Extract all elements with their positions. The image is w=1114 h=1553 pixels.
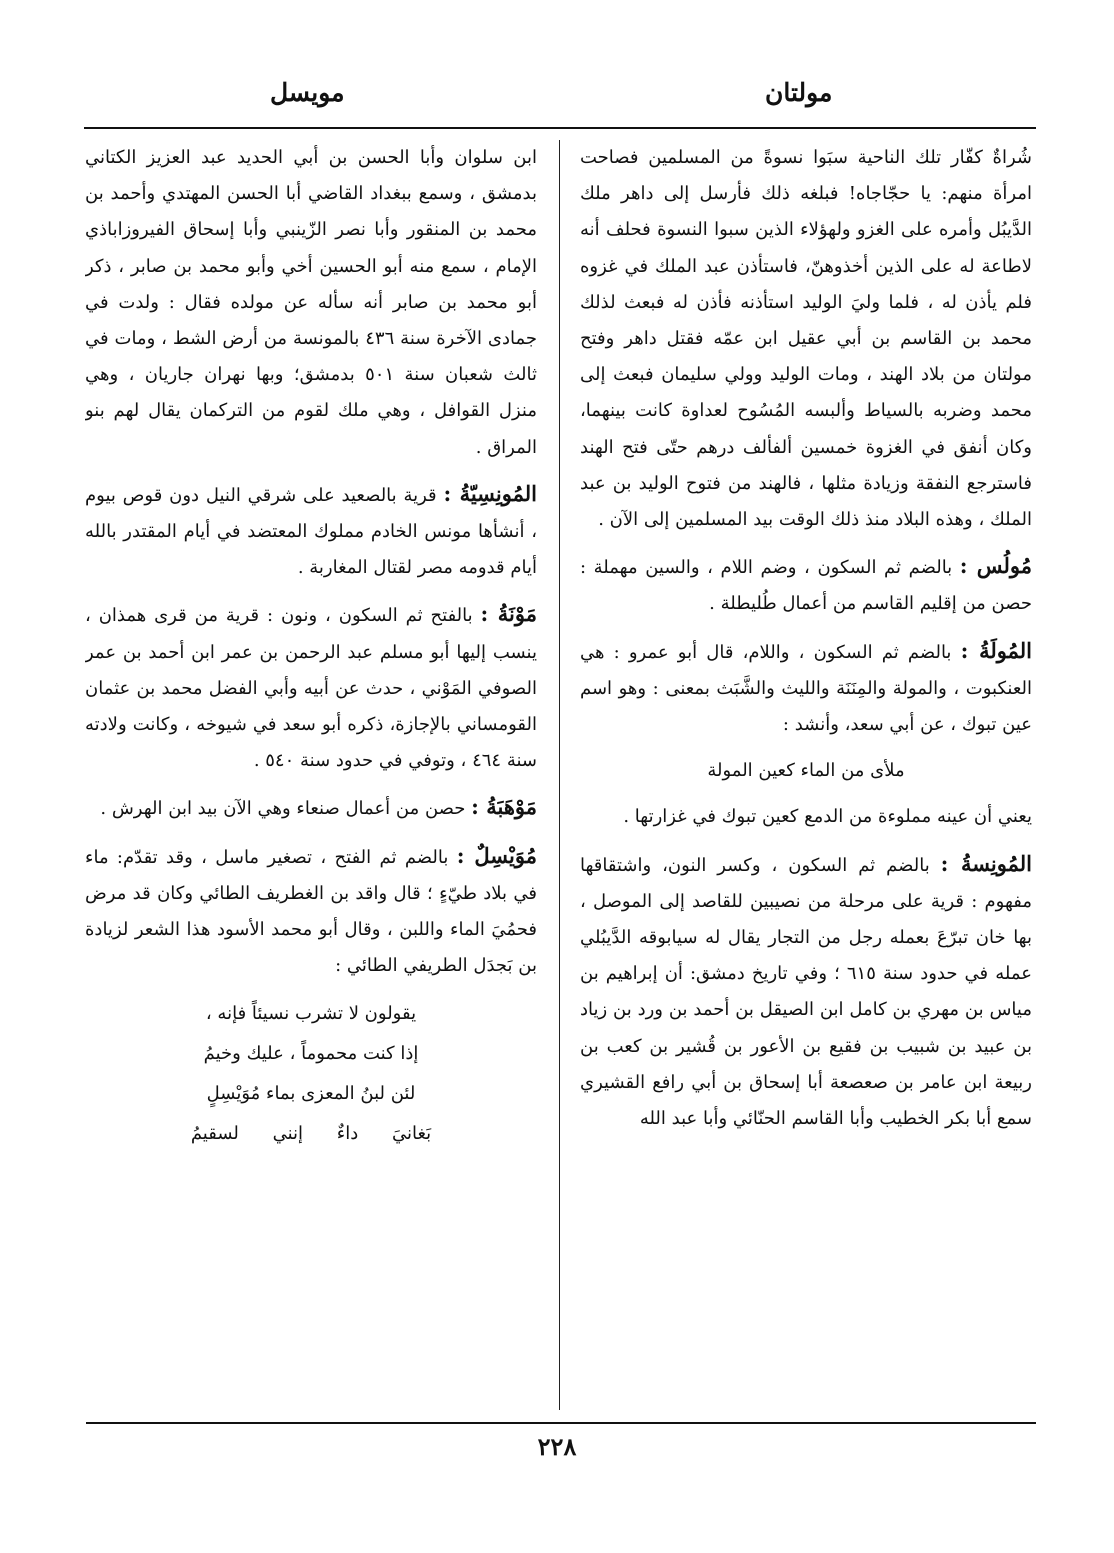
entry-title: مُولُس : (959, 553, 1032, 579)
entry-text: بالضم ثم السكون ، وكسر النون، واشتقاقها مفهوم : قرية على مرحلة من نصيبين للقاصد إلى الموصل ، بها خان تبرّعَ بعمله رجل من التجار يقال له سيابوقه الدَّيبُلي عمله في حدود سنة ٦١٥ ؛ وفي تاريخ دمشق: أن إبراهيم بن مياس بن مهري بن كامل ابن الصيقل بن أحمد بن ورد بن زياد بن عبيد بن شبيب بن فقيع بن الأعور بن قُشير بن كعب بن ربيعة ابن عامر بن صعصعة أبا إسحاق بن أبي رافع القشيري سمع أبا بكر الخطيب وأبا القاسم الحنّائي وأبا عبد الله (580, 854, 1032, 1130)
body-paragraph: شُراةٌ كفّار تلك الناحية سبَوا نسوةً من المسلمين فصاحت امرأة منهم: يا حجّاجاه! فبلغه ذلك فأرسل إلى داهر ملك الدَّيبُل وأمره على الغزو ولهؤلاء الذين سبوا النسوة فحلف أنه لاطاعة له على الذين أخذوهنّ، فاستأذن عبد الملك في غزوه فلم يأذن له ، فلما وليَ الوليد استأذنه فأذن له فبعث لذلك محمد بن القاسم بن أبي عقيل ابن عمّه فقتل داهر وفتح مولتان من بلاد الهند ، ومات الوليد وولي سليمان فبعث إلى محمد وضربه بالسياط وألبسه المُسُوح لعداوة كانت بينهما، وكان أنفق في الغزوة خمسين ألفألف درهم حتّى فتح الهند فاسترجع النفقة وزيادة مثلها ، فالهند من فتوح الوليد بن عبد الملك ، وهذه البلاد منذ ذلك الوقت بيد المسلمين إلى الآن . (580, 147, 1032, 531)
poem-line: بَغانيَ داءٌ إنني لسقيمُ (190, 1123, 432, 1145)
entry-title: المُونِسةُ : (940, 850, 1032, 876)
running-header-left: مويسل (270, 78, 345, 107)
column-divider (559, 140, 560, 1410)
entry-text: بالفتح ثم السكون ، ونون : قرية من قرى همذان ، ينسب إليها أبو مسلم عبد الرحمن بن عمر ابن أحمد بن عمر الصوفي المَوْني ، حدث عن أبيه وأبي الفضل محمد بن عثمان القومساني بالإجازة، ذكره أبو سعد في شيوخه ، وكانت ولادته سنة ٤٦٤ ، وتوفي في حدود سنة ٥٤٠ . (85, 605, 537, 772)
poem-line: يقولون لا تشرب نسيئاً فإنه ، (205, 1003, 417, 1025)
entry-mawna (85, 596, 537, 779)
header-rule (84, 127, 1036, 129)
left-column (85, 140, 537, 1412)
poem-line: لئن لبنُ المعزى بماء مُوَيْسِلٍ (206, 1083, 416, 1105)
entry-text: بالضم ثم السكون ، واللام، قال أبو عمرو : هي العنكبوت ، والمولة والمِنَنَة والليث والشَّبَث بمعنى : وهو اسم عين تبوك ، عن أبي سعد، وأنشد : (580, 641, 1032, 736)
entry-mulus (580, 548, 1032, 622)
verse-line: ملأى من الماء كعين المولة (707, 760, 905, 782)
entry-title: مَوْهَبَةُ : (471, 794, 537, 820)
entry-title: المُولَةُ : (960, 637, 1032, 663)
entry-almunisa (580, 846, 1032, 1138)
entry-almunisiyya (85, 476, 537, 587)
entry-text: حصن من أعمال صنعاء وهي الآن بيد ابن الهرش . (100, 798, 466, 820)
entry-title: مُوَيْسِلٌ : (456, 842, 537, 868)
page-number: ٢٢٨ (537, 1432, 577, 1461)
poem-line: إذا كنت محموماً ، عليك وخيمُ (203, 1043, 419, 1065)
entry-text: بالضم ثم الفتح ، تصغير ماسل ، وقد تقدّم: ماء في بلاد طيّءٍ ؛ قال واقد بن الغطريف الطائي وكان قد مرض فحمُيَ الماء واللبن ، وقال أبو محمد الأسود هذا الشعر لزيادة بن بَجدَل الطريفي الطائي : (85, 846, 537, 977)
entry-mawhaba (85, 789, 537, 827)
right-column (580, 140, 1032, 1412)
poem (85, 994, 537, 1154)
entry-text: قرية بالصعيد على شرقي النيل دون قوص بيوم ، أنشأها مونس الخادم مملوك المعتضد في أيام المقتدر بالله أيام قدومه مصر لقتال المغاربة . (85, 484, 537, 579)
body-paragraph: يعني أن عينه مملوءة من الدمع كعين تبوك في غزارتها . (623, 806, 1032, 828)
entry-muwaysil (85, 838, 537, 985)
body-paragraph: ابن سلوان وأبا الحسن بن أبي الحديد عبد العزيز الكتاني بدمشق ، وسمع ببغداد القاضي أبا الحسن المهتدي وأحمد بن محمد بن المنقور وأبا نصر الزّينبي وأبا إسحاق الفيروزاباذي الإمام ، سمع منه أبو الحسين أخي وأبو محمد بن صابر ، ذكر أبو محمد بن صابر أنه سأله عن مولده فقال : ولدت في جمادى الآخرة سنة ٤٣٦ بالمونسة من أرض الشط ، ومات في ثالث شعبان سنة ٥٠١ بدمشق؛ وبها نهران جاريان ، وهي منزل القوافل ، وهي ملك لقوم من التركمان يقال لهم بنو المراق . (85, 147, 537, 458)
footer-rule (86, 1422, 1036, 1424)
entry-title: المُونِسِيّةُ : (443, 480, 537, 506)
entry-title: مَوْنَةُ : (480, 601, 537, 627)
entry-text: بالضم ثم السكون ، وضم اللام ، والسين مهملة : حصن من إقليم القاسم من أعمال طُليطلة . (580, 557, 1032, 615)
running-header-right: مولتان (765, 78, 833, 107)
entry-almula (580, 633, 1032, 744)
